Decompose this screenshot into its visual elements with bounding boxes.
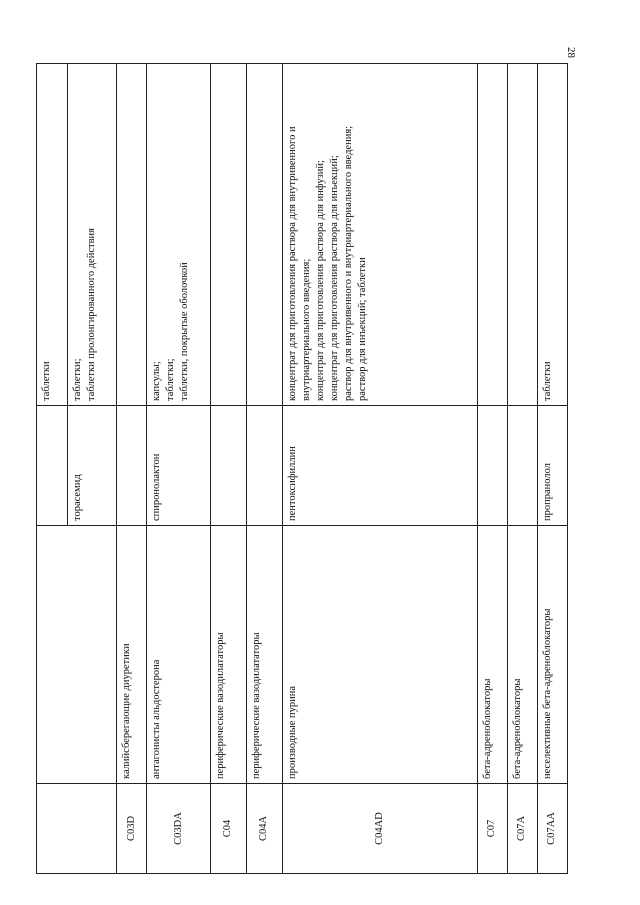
table-row (37, 64, 68, 874)
dosage-form-line: капсулы; (151, 361, 163, 401)
drug-name-cell (246, 406, 282, 526)
drug-name-cell: пропранолол (537, 406, 567, 526)
group-name-cell: антагонисты альдостерона (147, 526, 211, 784)
group-name-cell: бета-адреноблокаторы (507, 526, 537, 784)
group-name-cell: периферические вазодилататоры (246, 526, 282, 784)
drug-name-cell (210, 406, 246, 526)
dosage-forms-cell (147, 64, 211, 406)
atc-code-cell: C07A (507, 784, 537, 874)
rotated-document-table (36, 64, 568, 874)
dosage-forms-cell (537, 64, 567, 406)
dosage-forms-cell (37, 64, 68, 406)
group-name-cell: неселективные бета-адреноблокаторы (537, 526, 567, 784)
dosage-form-line: таблетки (541, 361, 553, 401)
atc-code-cell (37, 784, 117, 874)
dosage-forms-cell (210, 64, 246, 406)
page-number: 28 (565, 47, 577, 58)
dosage-forms-cell (477, 64, 507, 406)
table-row (116, 64, 146, 874)
dosage-forms-cell (116, 64, 146, 406)
drug-name-cell (507, 406, 537, 526)
table-row (147, 64, 211, 874)
table-row (282, 64, 477, 874)
group-name-cell: производные пурина (282, 526, 477, 784)
dosage-form-line: таблетки (41, 361, 52, 401)
dosage-forms-cell (507, 64, 537, 406)
group-name-cell: бета-адреноблокаторы (477, 526, 507, 784)
drug-name-cell (477, 406, 507, 526)
dosage-form-line: концентрат для приготовления раствора для внутривенного и внутриартериального введения; (286, 126, 312, 401)
dosage-form-line: таблетки, покрытые оболочкой (179, 262, 191, 401)
dosage-form-line: концентрат для приготовления раствора для инъекций; (328, 155, 340, 401)
group-name-cell: калийсберегающие диуретики (116, 526, 146, 784)
drug-name-cell (37, 406, 68, 526)
atc-code-cell: C04AD (282, 784, 477, 874)
group-name-cell (37, 526, 117, 784)
drug-classification-table (36, 63, 568, 874)
atc-code-cell: C07AA (537, 784, 567, 874)
dosage-form-line: таблетки пролонгированного действия (86, 228, 98, 401)
dosage-forms-cell (282, 64, 477, 406)
dosage-form-line: раствор для инъекций; таблетки (356, 257, 368, 401)
drug-name-cell: торасемид (68, 406, 117, 526)
dosage-form-line: раствор для внутривенного и внутриартериального введения; (342, 125, 354, 401)
atc-code-cell: C03D (116, 784, 146, 874)
table-row (537, 64, 567, 874)
atc-code-cell: C07 (477, 784, 507, 874)
atc-code-cell: C04 (210, 784, 246, 874)
dosage-forms-cell (246, 64, 282, 406)
dosage-form-line: концентрат для приготовления раствора для инфузий; (314, 160, 326, 401)
atc-code-cell: C03DA (147, 784, 211, 874)
dosage-form-line: таблетки; (72, 358, 84, 401)
drug-name-cell: пентоксифиллин (282, 406, 477, 526)
table-row (246, 64, 282, 874)
drug-name-cell: спиронолактон (147, 406, 211, 526)
table-row (477, 64, 507, 874)
atc-code-cell: C04A (246, 784, 282, 874)
drug-name-cell (116, 406, 146, 526)
table-row (507, 64, 537, 874)
table-row (210, 64, 246, 874)
dosage-forms-cell (68, 64, 117, 406)
group-name-cell: периферические вазодилататоры (210, 526, 246, 784)
dosage-form-line: таблетки; (165, 358, 177, 401)
